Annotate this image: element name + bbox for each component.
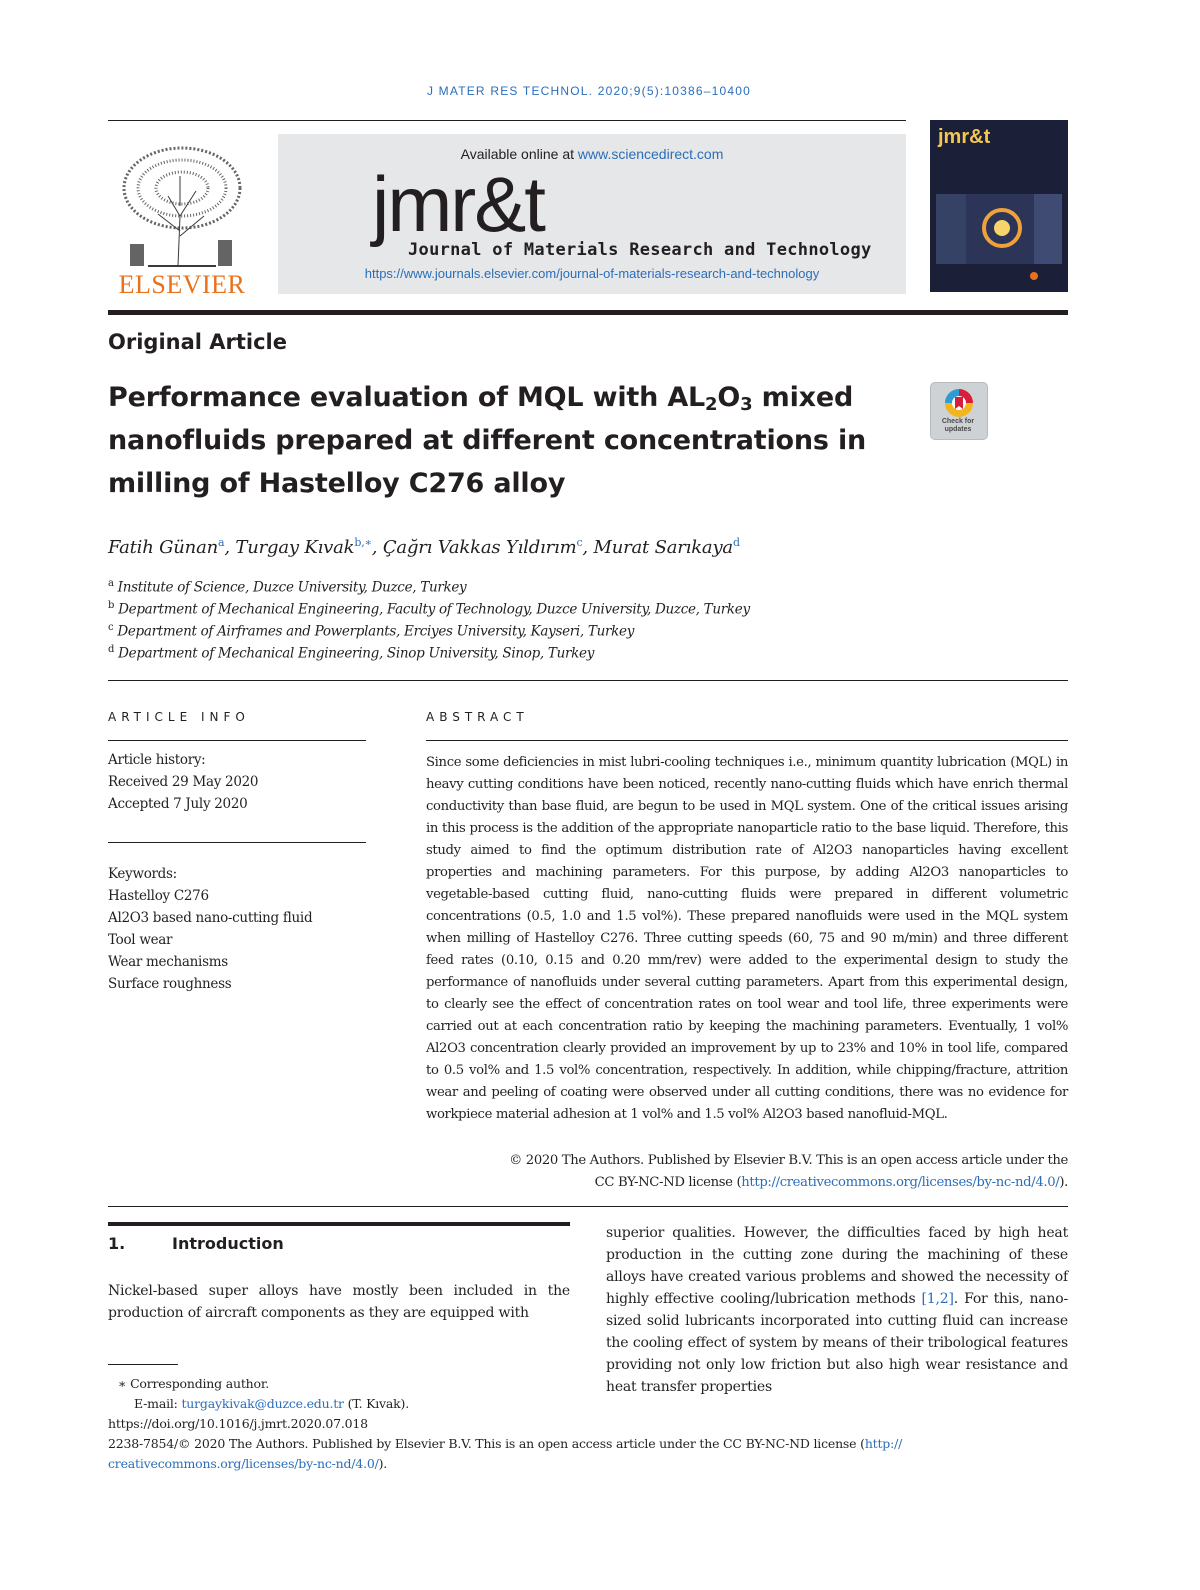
author-name[interactable]: Fatih Günan (108, 537, 218, 558)
sciencedirect-link[interactable]: www.sciencedirect.com (577, 146, 724, 162)
accepted-date: Accepted 7 July 2020 (108, 796, 248, 812)
journal-url-link[interactable]: https://www.journals.elsevier.com/journal-of-materials-research-and-technology (364, 266, 820, 281)
email-line: E-mail: turgaykivak@duzce.edu.tr (T. Kıvak). (134, 1396, 410, 1411)
journal-logo: jmr&t (372, 160, 544, 248)
affiliation: $^d$ Department of Mechanical Engineering, Sinop University, Sinop, Turkey (108, 644, 595, 662)
received-date: Received 29 May 2020 (108, 774, 259, 790)
title-rule (108, 310, 1068, 315)
affiliation: $^b$ Department of Mechanical Engineering, Faculty of Technology, Duzce University, Duzce, Turkey (108, 600, 750, 618)
intro-left-text: Nickel-based super alloys have mostly been included in the production of aircraft components as they are equipped with (108, 1283, 570, 1321)
header-rule (108, 120, 906, 121)
license-link[interactable]: http://creativecommons.org/licenses/by-nc-nd/4.0/ (741, 1175, 1060, 1190)
journal-name: Journal of Materials Research and Technology (408, 240, 872, 260)
keywords-label: Keywords: (108, 866, 177, 882)
license-footer-link-cont[interactable]: creativecommons.org/licenses/by-nc-nd/4.0/ (108, 1456, 379, 1471)
cover-journal-title: jmr&t (938, 126, 991, 148)
author-name[interactable]: Murat Sarıkaya (593, 537, 733, 558)
abstract-rule (426, 740, 1068, 741)
doi-link[interactable]: https://doi.org/10.1016/j.jmrt.2020.07.018 (108, 1416, 368, 1431)
running-head: J MATER RES TECHNOL. 2020;9(5):10386–10400 (426, 84, 752, 98)
keyword: Surface roughness (108, 976, 232, 992)
intro-rule (108, 1222, 570, 1226)
article-type: Original Article (108, 330, 288, 354)
crossmark-icon (931, 383, 987, 423)
abstract-heading: ABSTRACT (426, 710, 529, 724)
affiliation: $^c$ Department of Airframes and Powerplants, Erciyes University, Kayseri, Turkey (108, 622, 635, 640)
article-info-heading: ARTICLE INFO (108, 710, 250, 724)
author-list: Fatih Günan$^a$, Turgay Kıvak$^{b,∗}$, Çağrı Vakkas Yıldırım$^c$, Murat Sarıkaya$^d$ (108, 536, 740, 558)
license-footer: 2238-7854/© 2020 The Authors. Published by Elsevier B.V. This is an open access article under the CC BY-NC-ND license (http:// (108, 1436, 903, 1451)
article-info-rule (108, 740, 366, 741)
section-heading: 1. Introduction (108, 1234, 284, 1253)
article-title: Performance evaluation of MQL with $AL_2O_3$ mixed nanofluids prepared at different concentrations in milling of Hastelloy C276 alloy (108, 382, 867, 499)
keyword: Hastelloy C276 (108, 888, 209, 904)
abstract-text: Since some deficiencies in mist lubri-cooling techniques i.e., minimum quantity lubrication (MQL) in heavy cutting conditions have been noticed, recently nano-cutting fluids which have enrich thermal conductivity than base fluid, are begun to be used in MQL system. One of the critical issues arising in this process is the addition of the appropriate nanoparticle ratio to the base liquid. Therefore, this study aimed to find the optimum distribution rate of Al2O3 nanoparticles having excellent properties and machining parameters. For this purpose, by adding Al2O3 nanoparticles to vegetable-based cutting fluid, nano-cutting fluids were prepared in different volumetric concentrations (0.5, 1.0 and 1.5 vol%). These prepared nanofluids were used in the MQL system when milling of Hastelloy C276. Three cutting speeds (60, 75 and 90 m/min) and three different feed rates (0.10, 0.15 and 0.20 mm/rev) were added to the experimental design to study the performance of nanofluids under several cutting parameters. Apart from this experimental design, to clearly see the effect of concentration rates on tool wear and tool life, three experiments were carried out at each concentration ratio by keeping the machining parameters. Eventually, 1 vol% Al2O3 concentration clearly provided an improvement by up to 23% and 10% in tool life, compared to 0.5 vol% and 1.5 vol% concentration, respectively. In addition, while chipping/fracture, attrition wear and peeling of coating were observed under all cutting conditions, there was no evidence for workpiece material adhesion at 1 vol% and 1.5 vol% Al2O3 based nanofluid-MQL. (426, 755, 1068, 1122)
license-footer-cont: creativecommons.org/licenses/by-nc-nd/4.0/). (108, 1456, 388, 1471)
elsevier-wordmark: ELSEVIER (118, 270, 246, 299)
email-link[interactable]: turgaykivak@duzce.edu.tr (181, 1396, 344, 1411)
keyword: Tool wear (108, 932, 173, 948)
author-name[interactable]: Çağrı Vakkas Yıldırım (382, 537, 577, 558)
citation-link[interactable]: [1,2] (921, 1291, 954, 1307)
abstract-end-rule (108, 1206, 1068, 1207)
keywords-rule (108, 842, 366, 843)
history-label: Article history: (108, 752, 206, 768)
license-footer-link[interactable]: http:// (864, 1436, 903, 1451)
affiliation: $^a$ Institute of Science, Duzce University, Duzce, Turkey (108, 578, 467, 596)
author-name[interactable]: Turgay Kıvak (235, 537, 355, 558)
available-online: Available online at www.sciencedirect.com (460, 146, 724, 162)
keyword: Wear mechanisms (108, 954, 228, 970)
crossmark-label: Check for updates (941, 418, 975, 433)
intro-right-text: superior qualities. However, the difficulties faced by high heat production in the cutting zone during the machining of these alloys have created various problems and showed the necessity of highly effective cooling/lubrication methods [1,2]. For this, nano-sized solid lubricants incorporated into cutting fluid can increase the cooling effect of system by means of their tribological features providing not only low friction but also high wear resistance and heat transfer properties (606, 1225, 1068, 1395)
corresponding-note: ∗ Corresponding author. (118, 1376, 270, 1391)
footnote-rule (108, 1364, 178, 1365)
abstract-copyright: © 2020 The Authors. Published by Elsevier B.V. This is an open access article under the CC BY-NC-ND license (http://creativecommons.org/licenses/by-nc-nd/4.0/). (509, 1153, 1068, 1190)
keyword: Al2O3 based nano-cutting fluid (108, 910, 313, 926)
affiliation-rule (108, 680, 1068, 681)
